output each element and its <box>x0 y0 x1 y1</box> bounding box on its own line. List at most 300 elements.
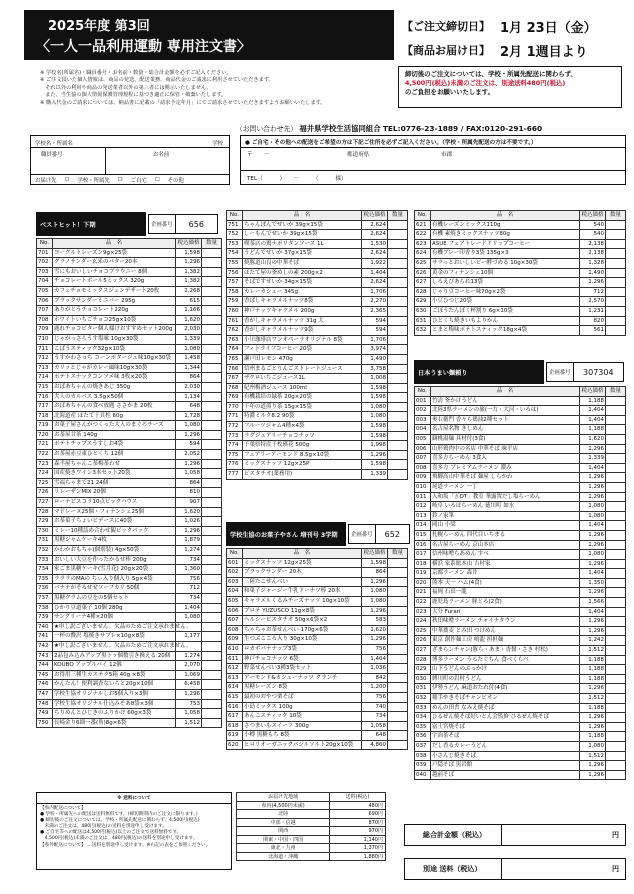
cell-name: 有機栽培の緑茶 20g×20袋 <box>243 393 362 403</box>
quantity-input[interactable] <box>202 689 222 699</box>
quantity-input[interactable] <box>202 709 222 719</box>
quantity-input[interactable] <box>202 593 222 603</box>
quantity-input[interactable] <box>388 297 408 307</box>
quantity-input[interactable] <box>202 507 222 517</box>
quantity-input[interactable] <box>202 363 222 373</box>
quantity-input[interactable] <box>202 344 222 354</box>
quantity-input[interactable] <box>202 565 222 575</box>
quantity-input[interactable] <box>606 326 626 336</box>
shipping-line: ● ご自宅等への配送は4,500円(税込)以上のご注文で送料無料です。 <box>40 830 182 836</box>
postal-field[interactable]: 〒 － <box>247 152 270 158</box>
quantity-input[interactable] <box>388 258 408 268</box>
quantity-input[interactable] <box>388 316 408 326</box>
quantity-input[interactable] <box>202 555 222 565</box>
quantity-input[interactable] <box>388 568 408 578</box>
quantity-input[interactable] <box>606 306 626 316</box>
quantity-input[interactable] <box>606 713 626 723</box>
cell-price: 1,598 <box>362 460 388 470</box>
cell-price: 2,052 <box>176 450 202 460</box>
cell-num: 016 <box>415 540 431 550</box>
table-header-row <box>415 211 626 221</box>
cell-price: 734 <box>362 712 388 722</box>
table-row <box>227 673 408 683</box>
quantity-input[interactable] <box>388 220 408 230</box>
cell-num: 752 <box>227 230 243 240</box>
quantity-input[interactable] <box>606 770 626 780</box>
cell-name: ヘルシーピスタチオ 50g×6袋×2 <box>243 616 362 626</box>
quantity-input[interactable] <box>388 354 408 364</box>
quantity-input[interactable] <box>606 454 626 464</box>
quantity-input[interactable] <box>388 644 408 654</box>
table-row <box>37 680 222 690</box>
quantity-input[interactable] <box>202 613 222 623</box>
tel-field[interactable]: TEL（ ） － （ 様） <box>247 176 347 182</box>
quantity-input[interactable] <box>606 268 626 278</box>
code-box-snack <box>348 524 410 544</box>
quantity-input[interactable] <box>388 230 408 240</box>
quantity-input[interactable] <box>606 674 626 684</box>
quantity-input[interactable] <box>388 450 408 460</box>
quantity-input[interactable] <box>388 335 408 345</box>
cell-price: 1,296 <box>580 770 606 780</box>
total-input[interactable] <box>501 825 625 845</box>
table-row <box>415 559 626 569</box>
quantity-input[interactable] <box>606 406 626 416</box>
quantity-input[interactable] <box>388 422 408 432</box>
quantity-input[interactable] <box>606 694 626 704</box>
cell-num: 628 <box>415 287 431 297</box>
cell-num: 758 <box>227 287 243 297</box>
cell-name: 岐阜 いろはらーめん 徳川町 如水 <box>431 502 580 512</box>
quantity-input[interactable] <box>202 392 222 402</box>
quantity-input[interactable] <box>606 569 626 579</box>
total-row <box>404 824 626 846</box>
city-field[interactable]: 市郡 <box>441 152 453 158</box>
quantity-input[interactable] <box>202 632 222 642</box>
quantity-input[interactable] <box>388 654 408 664</box>
quantity-input[interactable] <box>606 617 626 627</box>
table-row <box>227 335 408 345</box>
quantity-input[interactable] <box>202 603 222 613</box>
quantity-input[interactable] <box>388 673 408 683</box>
cell-num: 705 <box>37 286 53 296</box>
address-box <box>240 135 626 185</box>
table-row <box>37 430 222 440</box>
cell-price: 734 <box>176 555 202 565</box>
quantity-input[interactable] <box>388 740 408 750</box>
cell-num: 613 <box>227 673 243 683</box>
pref-field[interactable]: 都道府県 <box>347 152 370 158</box>
quantity-input[interactable] <box>606 550 626 560</box>
quantity-input[interactable] <box>388 470 408 480</box>
quantity-input[interactable] <box>606 249 626 259</box>
quantity-input[interactable] <box>388 721 408 731</box>
cell-num: 747 <box>37 689 53 699</box>
table-row <box>415 540 626 550</box>
quantity-input[interactable] <box>202 574 222 584</box>
quantity-input[interactable] <box>202 296 222 306</box>
quantity-input[interactable] <box>606 530 626 540</box>
cell-name: 雪にもおいしいチョコブラウニー 8個 <box>53 267 176 277</box>
column-header-price: 税込価格 <box>362 211 388 221</box>
quantity-input[interactable] <box>606 297 626 307</box>
quantity-input[interactable] <box>606 521 626 531</box>
table-row <box>227 393 408 403</box>
quantity-input[interactable] <box>388 393 408 403</box>
quantity-input[interactable] <box>606 588 626 598</box>
quantity-input[interactable] <box>606 703 626 713</box>
fee-region: 中部・信越 <box>237 818 330 827</box>
table-row <box>415 521 626 531</box>
cell-num: 719 <box>37 421 53 431</box>
quantity-input[interactable] <box>606 258 626 268</box>
fee-amount: 970円 <box>330 827 386 836</box>
quantity-input[interactable] <box>606 578 626 588</box>
cell-price: 6,458 <box>176 680 202 690</box>
quantity-input[interactable] <box>388 412 408 422</box>
quantity-input[interactable] <box>202 411 222 421</box>
cell-name: プラックサンダー 20本 <box>243 568 362 578</box>
cell-name: 学校生協オリジナル仕込みそあ8袋×3個 <box>53 699 176 709</box>
cell-price: 1,200 <box>362 683 388 693</box>
cell-name: 京都ラーメン 森井 <box>431 569 580 579</box>
table-row <box>227 220 408 230</box>
quantity-input[interactable] <box>606 761 626 771</box>
table-row <box>37 440 222 450</box>
column-header-price: 税込価格 <box>362 549 388 559</box>
cell-price: 2,030 <box>176 325 202 335</box>
cell-num: 707 <box>37 306 53 316</box>
quantity-input[interactable] <box>202 641 222 651</box>
table-row <box>37 306 222 316</box>
table-row <box>227 326 408 336</box>
quantity-input[interactable] <box>606 316 626 326</box>
quantity-input[interactable] <box>202 421 222 431</box>
quantity-input[interactable] <box>606 463 626 473</box>
quantity-input[interactable] <box>388 692 408 702</box>
table-row <box>415 492 626 502</box>
table-row <box>415 463 626 473</box>
quantity-input[interactable] <box>388 712 408 722</box>
quantity-input[interactable] <box>202 325 222 335</box>
quantity-input[interactable] <box>202 334 222 344</box>
checkbox-other[interactable]: ☐ <box>154 177 160 183</box>
cell-num: 744 <box>37 661 53 671</box>
table-row <box>415 406 626 416</box>
cell-name: 黒糖レーズン 8袋 <box>243 683 362 693</box>
quantity-input[interactable] <box>606 636 626 646</box>
quantity-input[interactable] <box>202 469 222 479</box>
cell-price: 1,296 <box>580 684 606 694</box>
table-row <box>415 741 626 751</box>
cell-name: ブラックサンダーミニバー 295g <box>53 296 176 306</box>
quantity-input[interactable] <box>606 444 626 454</box>
product-table-2 <box>226 210 408 480</box>
quantity-input[interactable] <box>606 598 626 608</box>
quantity-input[interactable] <box>606 732 626 742</box>
cell-num: 604 <box>227 587 243 597</box>
quantity-input[interactable] <box>606 287 626 297</box>
cell-price: 734 <box>176 593 202 603</box>
quantity-input[interactable] <box>388 268 408 278</box>
quantity-input[interactable] <box>606 626 626 636</box>
quantity-input[interactable] <box>606 741 626 751</box>
quantity-input[interactable] <box>202 306 222 316</box>
cell-name: 神戸チョコナッツ 6袋 <box>243 654 362 664</box>
cell-price: 1,296 <box>580 588 606 598</box>
table-row <box>415 617 626 627</box>
quantity-input[interactable] <box>202 450 222 460</box>
quantity-input[interactable] <box>388 287 408 297</box>
address-note: ● ご自宅・その他への配送をご希望の方は下記ご住所を必ずご記入ください。（学校・所属先配送の方は不要です。） <box>245 140 537 146</box>
table-row <box>227 740 408 750</box>
id-label: 職員番号 <box>41 152 63 158</box>
quantity-input[interactable] <box>606 415 626 425</box>
quantity-input[interactable] <box>606 540 626 550</box>
quantity-input[interactable] <box>606 396 626 406</box>
cell-name: だし香るカレーうどん <box>431 741 580 751</box>
quantity-input[interactable] <box>202 526 222 536</box>
cell-num: 728 <box>37 507 53 517</box>
quantity-input[interactable] <box>202 651 222 661</box>
shipfee-input[interactable] <box>501 859 625 879</box>
cell-num: 611 <box>227 654 243 664</box>
cell-num: 615 <box>227 692 243 702</box>
quantity-input[interactable] <box>606 722 626 732</box>
quantity-input[interactable] <box>388 374 408 384</box>
shipping-line: 4,500円(税込)未満のご注文は、480円(税込)の送料を別途申し受けます。 <box>40 836 198 842</box>
quantity-input[interactable] <box>606 646 626 656</box>
cell-price: 1,080 <box>362 587 388 597</box>
table-row <box>227 731 408 741</box>
quantity-input[interactable] <box>606 684 626 694</box>
cell-num: 709 <box>37 325 53 335</box>
quantity-input[interactable] <box>388 306 408 316</box>
cell-price: 1,598 <box>362 422 388 432</box>
quantity-input[interactable] <box>202 277 222 287</box>
checkbox-home[interactable]: ☐ <box>117 177 123 183</box>
quantity-input[interactable] <box>388 625 408 635</box>
quantity-input[interactable] <box>606 278 626 288</box>
cell-price: 2,624 <box>362 230 388 240</box>
quantity-input[interactable] <box>388 683 408 693</box>
cell-price: 740 <box>362 702 388 712</box>
cell-num: 012 <box>415 502 431 512</box>
quantity-input[interactable] <box>606 492 626 502</box>
quantity-input[interactable] <box>606 434 626 444</box>
cell-num: 614 <box>227 683 243 693</box>
table-row <box>415 646 626 656</box>
quantity-input[interactable] <box>388 383 408 393</box>
quantity-input[interactable] <box>388 278 408 288</box>
cell-price: 1,069 <box>176 670 202 680</box>
quantity-input[interactable] <box>388 577 408 587</box>
cell-price: 842 <box>362 673 388 683</box>
cell-name: 小川珈琲店ワンオペーラオリジナル 8袋 <box>243 335 362 345</box>
table-row <box>415 770 626 780</box>
cell-name: サラっとおいしいビー酵づめる 10g×30袋 <box>431 258 580 268</box>
quantity-input[interactable] <box>202 286 222 296</box>
table-row <box>37 459 222 469</box>
quantity-input[interactable] <box>388 587 408 597</box>
column-header-no: No. <box>415 211 431 221</box>
fee-region: 北陸 <box>237 810 330 819</box>
quantity-input[interactable] <box>202 670 222 680</box>
quantity-input[interactable] <box>202 440 222 450</box>
quantity-input[interactable] <box>202 661 222 671</box>
quantity-input[interactable] <box>202 354 222 364</box>
quantity-input[interactable] <box>202 267 222 277</box>
quantity-input[interactable] <box>388 431 408 441</box>
quantity-input[interactable] <box>202 718 222 728</box>
table-row <box>37 718 222 728</box>
cell-num: 032 <box>415 694 431 704</box>
cell-price: 864 <box>362 568 388 578</box>
quantity-input[interactable] <box>606 239 626 249</box>
cell-price: 594 <box>176 440 202 450</box>
table-row <box>415 326 626 336</box>
cell-name: ミックスナッツ 12g×25袋 <box>243 558 362 568</box>
cell-price: 1,404 <box>580 415 606 425</box>
quantity-input[interactable] <box>202 430 222 440</box>
quantity-input[interactable] <box>388 345 408 355</box>
table-row <box>227 354 408 364</box>
cell-name: 生つぶこころ入り 30g×10袋 <box>243 635 362 645</box>
cell-price: 1,188 <box>580 396 606 406</box>
cell-num: 757 <box>227 278 243 288</box>
quantity-input[interactable] <box>202 315 222 325</box>
table-row <box>37 363 222 373</box>
quantity-input[interactable] <box>388 596 408 606</box>
cell-price: 615 <box>176 296 202 306</box>
table-row <box>37 699 222 709</box>
table-row <box>227 664 408 674</box>
cell-num: 630 <box>415 306 431 316</box>
column-header-name: 品 名 <box>243 549 362 559</box>
cell-price: 1,080 <box>176 344 202 354</box>
cell-price: 540 <box>580 220 606 230</box>
cell-name: 小豆ひつじ20袋 <box>431 297 580 307</box>
quantity-input[interactable] <box>388 326 408 336</box>
cell-price: 712 <box>176 584 202 594</box>
quantity-input[interactable] <box>388 441 408 451</box>
quantity-input[interactable] <box>202 584 222 594</box>
table-row <box>415 316 626 326</box>
quantity-input[interactable] <box>606 751 626 761</box>
cell-name: 瀬戸田レモン 470g <box>243 354 362 364</box>
cell-name: カリッとじゃがカレー風味10g×30袋 <box>53 363 176 373</box>
table-row <box>37 689 222 699</box>
cell-name: ヨーグルトレーズン9g×25袋 <box>53 248 176 258</box>
quantity-input[interactable] <box>388 460 408 470</box>
cell-name: 小樽 黒糖もち 8袋 <box>243 731 362 741</box>
cell-name: サングリーナ4種×20個 <box>53 613 176 623</box>
quantity-input[interactable] <box>388 606 408 616</box>
quantity-input[interactable] <box>388 239 408 249</box>
school-label: 学校名・所属名 <box>35 141 73 147</box>
cell-num: 028 <box>415 655 431 665</box>
quantity-input[interactable] <box>388 616 408 626</box>
cell-num: 735 <box>37 574 53 584</box>
cell-name: 稲手やきそばチャンピオン <box>431 694 580 704</box>
cell-price: 2,624 <box>362 220 388 230</box>
quantity-input[interactable] <box>606 220 626 230</box>
quantity-input[interactable] <box>202 517 222 527</box>
quantity-input[interactable] <box>202 546 222 556</box>
fee-region: 北海道・沖縄 <box>237 852 330 861</box>
quantity-input[interactable] <box>202 680 222 690</box>
cell-num: 619 <box>227 731 243 741</box>
quantity-input[interactable] <box>388 364 408 374</box>
table-row <box>227 635 408 645</box>
cell-name: 森半屋ちゃんこ茶梅茶わせ <box>53 459 176 469</box>
quantity-input[interactable] <box>388 731 408 741</box>
table-row <box>37 517 222 527</box>
table-row <box>227 616 408 626</box>
quantity-input[interactable] <box>606 482 626 492</box>
quantity-input[interactable] <box>606 511 626 521</box>
cell-price: 1,274 <box>176 651 202 661</box>
quantity-input[interactable] <box>202 622 222 632</box>
fee-row <box>237 810 386 819</box>
column-header-qty: 数量 <box>388 211 408 221</box>
quantity-input[interactable] <box>388 249 408 259</box>
cell-price: 1,080 <box>176 613 202 623</box>
cell-name: 三陸たこせんべい <box>243 577 362 587</box>
quantity-input[interactable] <box>202 402 222 412</box>
quantity-input[interactable] <box>388 664 408 674</box>
cell-num: 775 <box>227 450 243 460</box>
quantity-input[interactable] <box>202 373 222 383</box>
quantity-input[interactable] <box>202 478 222 488</box>
table-row <box>227 577 408 587</box>
quantity-input[interactable] <box>606 473 626 483</box>
quantity-input[interactable] <box>388 702 408 712</box>
table-row <box>227 596 408 606</box>
quantity-input[interactable] <box>606 502 626 512</box>
cell-name: うどんでせいか 37g×15袋 <box>243 249 362 259</box>
quantity-input[interactable] <box>202 536 222 546</box>
cell-num: 632 <box>415 326 431 336</box>
quantity-input[interactable] <box>202 248 222 258</box>
quantity-input[interactable] <box>606 665 626 675</box>
quantity-input[interactable] <box>606 425 626 435</box>
quantity-input[interactable] <box>202 498 222 508</box>
column-header-qty: 数量 <box>606 387 626 397</box>
quantity-input[interactable] <box>388 558 408 568</box>
cell-name: グラノサンダー玄米のバター20本 <box>53 258 176 268</box>
quantity-input[interactable] <box>606 607 626 617</box>
quantity-input[interactable] <box>388 635 408 645</box>
table-row <box>415 588 626 598</box>
cell-num: 001 <box>415 396 431 406</box>
quantity-input[interactable] <box>388 402 408 412</box>
quantity-input[interactable] <box>202 699 222 709</box>
cell-name: ★申し訳ございません。欠品のためご注文承れません。 <box>53 622 176 632</box>
quantity-input[interactable] <box>202 258 222 268</box>
quantity-input[interactable] <box>606 559 626 569</box>
quantity-input[interactable] <box>202 382 222 392</box>
cell-name: リレーザンMIX 20個 <box>53 488 176 498</box>
fee-amount: 1,140円 <box>330 835 386 844</box>
cell-name: じゃがっさらうす塩味 10g×30袋 <box>53 334 176 344</box>
quantity-input[interactable] <box>606 230 626 240</box>
checkbox-school[interactable]: ☐ <box>64 177 70 183</box>
cell-num: 002 <box>415 406 431 416</box>
quantity-input[interactable] <box>606 655 626 665</box>
quantity-input[interactable] <box>202 488 222 498</box>
quantity-input[interactable] <box>202 459 222 469</box>
